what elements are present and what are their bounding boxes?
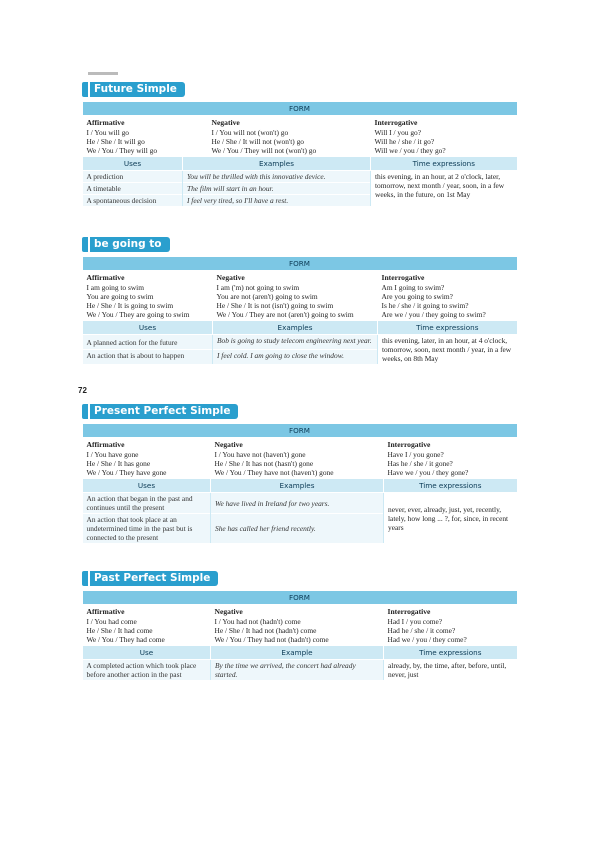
affirmative-column [83, 604, 211, 646]
form-line: We / You / They have gone [86, 468, 167, 477]
form-line: Have we / you / they gone? [387, 468, 469, 477]
form-header: FORM [83, 424, 517, 437]
example-cell: We have lived in Ireland for two years. [211, 493, 384, 514]
form-line: We / You / They had not (hadn't) come [214, 635, 329, 644]
section-be-going-to [82, 237, 516, 364]
form-line: Am I going to swim? [381, 283, 445, 292]
example-cell: I feel very tired, so I'll have a rest. [183, 195, 371, 207]
use-cell: A planned action for the future [83, 335, 213, 350]
section-heading: Past Perfect Simple [90, 571, 218, 586]
section-heading: Present Perfect Simple [90, 404, 238, 419]
time-expressions-cell: this evening, in an hour, at 2 o'clock, later, tomorrow, next month / year, soon, in a few weeks, in the future, on 1st May [371, 171, 517, 207]
section-title [82, 404, 516, 419]
time-expressions-cell: never, ever, already, just, yet, recently, lately, how long ... ?, for, since, in recent years [384, 493, 517, 544]
form-line: We / You / They will go [86, 146, 158, 155]
interrogative-column [384, 604, 517, 646]
form-line: He / She / It is not (isn't) going to swim [216, 301, 334, 310]
use-cell: A timetable [83, 183, 183, 195]
section-present-perfect-simple [82, 404, 516, 543]
form-line: He / She / It will not (won't) go [211, 137, 304, 146]
grammar-table [82, 424, 517, 543]
title-accent [82, 404, 88, 419]
example-cell: I feel cold. I am going to close the window. [213, 350, 378, 364]
form-line: He / She / It is going to swim [86, 301, 174, 310]
interrogative-heading: Interrogative [381, 273, 425, 282]
form-line: We / You / They will not (won't) go [211, 146, 317, 155]
affirmative-heading: Affirmative [86, 118, 125, 127]
form-line: Are you going to swim? [381, 292, 453, 301]
example-cell: You will be thrilled with this innovative device. [183, 171, 371, 183]
form-line: Had I / you come? [387, 617, 443, 626]
section-heading: Future Simple [90, 82, 185, 97]
grammar-table [82, 591, 517, 680]
affirmative-heading: Affirmative [86, 440, 125, 449]
section-title [82, 82, 516, 97]
negative-column [213, 270, 378, 321]
section-title [82, 237, 516, 252]
uses-header: Uses [83, 321, 213, 335]
example-cell: Bob is going to study telecom engineering next year. [213, 335, 378, 350]
title-accent [82, 571, 88, 586]
affirmative-column [83, 437, 211, 479]
example-cell: By the time we arrived, the concert had already started. [211, 660, 384, 681]
form-line: I / You have gone [86, 450, 139, 459]
form-line: I / You will go [86, 128, 130, 137]
form-line: Is he / she / it going to swim? [381, 301, 469, 310]
form-header: FORM [83, 102, 517, 115]
form-line: You are not (aren't) going to swim [216, 292, 318, 301]
form-line: Had he / she / it come? [387, 626, 456, 635]
uses-header: Uses [83, 157, 183, 171]
examples-header: Examples [213, 321, 378, 335]
interrogative-column [371, 115, 517, 157]
grammar-table [82, 102, 517, 206]
use-cell: An action that took place at an undetermined time in the past but is connected to the present [83, 514, 211, 544]
form-line: I am ('m) not going to swim [216, 283, 300, 292]
section-future-simple [82, 82, 516, 206]
time-expressions-cell: already, by, the time, after, before, until, never, just [384, 660, 517, 681]
form-line: We / You / They are not (aren't) going to swim [216, 310, 354, 319]
title-accent [82, 82, 88, 97]
use-cell: A spontaneous decision [83, 195, 183, 207]
form-line: Has he / she / it gone? [387, 459, 453, 468]
form-line: Will I / you go? [374, 128, 422, 137]
form-line: We / You / They have not (haven't) gone [214, 468, 334, 477]
header-mark [88, 72, 118, 75]
form-line: He / She / It has not (hasn't) gone [214, 459, 314, 468]
example-cell: She has called her friend recently. [211, 514, 384, 544]
form-line: We / You / They had come [86, 635, 165, 644]
form-line: I am going to swim [86, 283, 144, 292]
form-line: I / You will not (won't) go [211, 128, 289, 137]
time-header: Time expressions [371, 157, 517, 171]
section-heading: be going to [90, 237, 170, 252]
affirmative-heading: Affirmative [86, 607, 125, 616]
section-past-perfect-simple [82, 571, 516, 680]
use-cell: An action that is about to happen [83, 350, 213, 364]
negative-heading: Negative [216, 273, 245, 282]
form-line: He / She / It will go [86, 137, 145, 146]
form-line: Will we / you / they go? [374, 146, 446, 155]
use-header: Use [83, 646, 211, 660]
form-line: He / She / It had not (hadn't) come [214, 626, 317, 635]
form-line: I / You had come [86, 617, 137, 626]
time-header: Time expressions [384, 646, 517, 660]
grammar-table [82, 257, 517, 364]
form-line: Have I / you gone? [387, 450, 444, 459]
affirmative-heading: Affirmative [86, 273, 125, 282]
section-title [82, 571, 516, 586]
form-line: Will he / she / it go? [374, 137, 435, 146]
negative-column [211, 604, 384, 646]
interrogative-column [378, 270, 517, 321]
title-accent [82, 237, 88, 252]
form-header: FORM [83, 591, 517, 604]
time-header: Time expressions [384, 479, 517, 493]
form-line: We / You / They are going to swim [86, 310, 190, 319]
interrogative-heading: Interrogative [374, 118, 418, 127]
use-cell: A prediction [83, 171, 183, 183]
form-header: FORM [83, 257, 517, 270]
form-line: Had we / you / they come? [387, 635, 467, 644]
time-header: Time expressions [378, 321, 517, 335]
form-line: I / You had not (hadn't) come [214, 617, 301, 626]
uses-header: Uses [83, 479, 211, 493]
examples-header: Examples [211, 479, 384, 493]
negative-heading: Negative [214, 440, 243, 449]
time-expressions-cell: this evening, later, in an hour, at 4 o'clock, tomorrow, soon, next month / year, in a few weeks, on 8th May [378, 335, 517, 365]
example-cell: The film will start in an hour. [183, 183, 371, 195]
negative-column [211, 437, 384, 479]
negative-column [208, 115, 371, 157]
affirmative-column [83, 270, 213, 321]
form-line: He / She / It had come [86, 626, 153, 635]
example-header: Example [211, 646, 384, 660]
form-line: You are going to swim [86, 292, 154, 301]
page-number: 72 [78, 386, 87, 395]
examples-header: Examples [183, 157, 371, 171]
negative-heading: Negative [214, 607, 243, 616]
form-line: Are we / you / they going to swim? [381, 310, 486, 319]
negative-heading: Negative [211, 118, 240, 127]
use-cell: A completed action which took place before another action in the past [83, 660, 211, 681]
interrogative-heading: Interrogative [387, 440, 431, 449]
form-line: He / She / It has gone [86, 459, 151, 468]
form-line: I / You have not (haven't) gone [214, 450, 306, 459]
interrogative-heading: Interrogative [387, 607, 431, 616]
interrogative-column [384, 437, 517, 479]
use-cell: An action that began in the past and continues until the present [83, 493, 211, 514]
affirmative-column [83, 115, 208, 157]
